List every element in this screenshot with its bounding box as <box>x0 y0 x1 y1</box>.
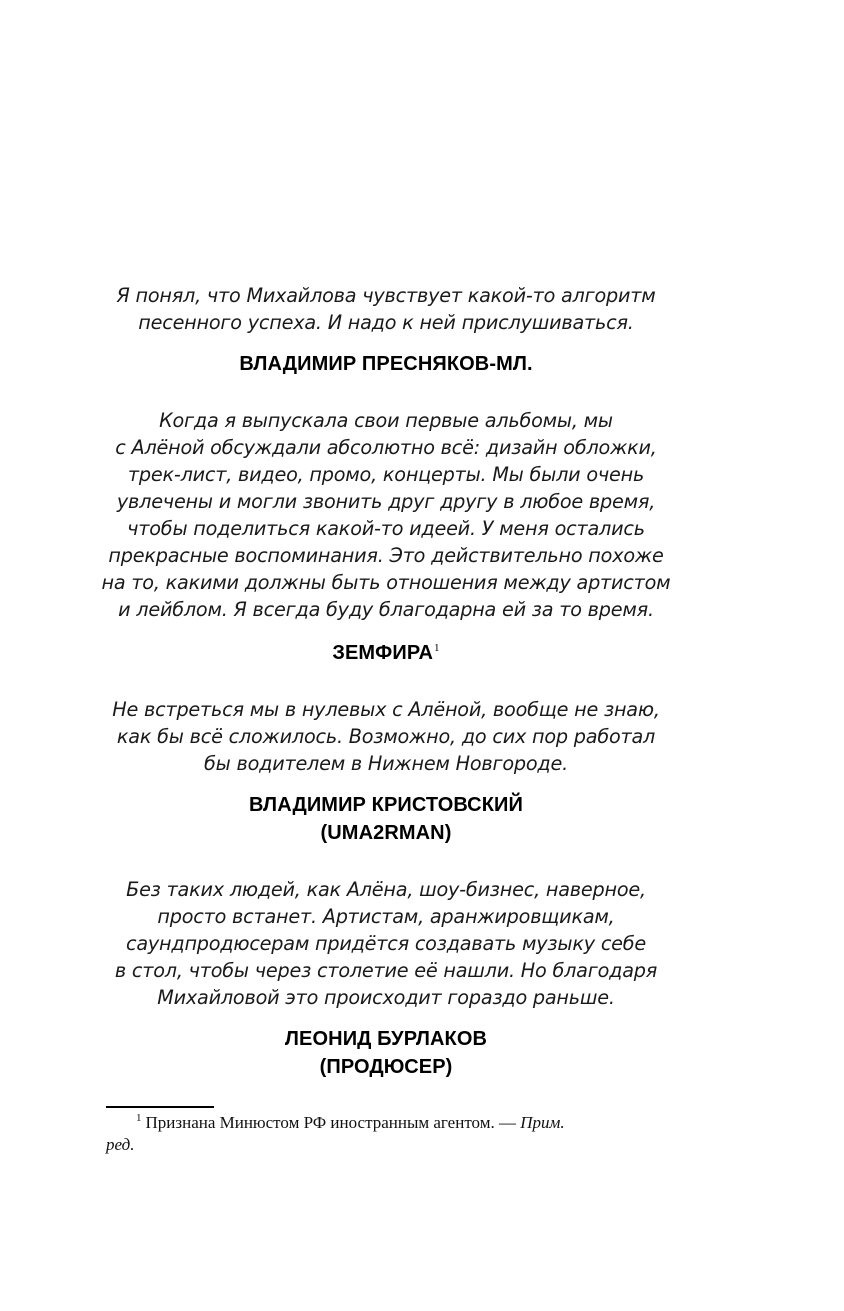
quote-4-author <box>100 1025 672 1081</box>
quote-2-author <box>100 639 672 667</box>
quote-line: с Алёной обсуждали абсолютно всё: дизайн обложки, <box>115 436 657 459</box>
author-name: ВЛАДИМИР ПРЕСНЯКОВ-МЛ. <box>239 353 533 375</box>
footnote <box>106 1112 672 1156</box>
quote-line: и лейблом. Я всегда буду благодарна ей за то время. <box>118 598 654 621</box>
footnote-line <box>106 1112 672 1134</box>
quote-line: Не встреться мы в нулевых с Алёной, вообще не знаю, <box>112 698 660 721</box>
quote-line: на то, какими должны быть отношения между артистом <box>101 571 671 594</box>
footnote-editor-note-end: ред. <box>106 1135 135 1154</box>
quote-line: просто встанет. Артистам, аранжировщикам, <box>157 905 615 928</box>
quote-line: Когда я выпускала свои первые альбомы, мы <box>159 409 613 432</box>
quote-3-author <box>100 791 672 847</box>
quote-2 <box>100 407 672 623</box>
quote-1-author <box>100 350 672 378</box>
quote-line: чтобы поделиться какой-то идеей. У меня остались <box>127 517 645 540</box>
author-affiliation: (ПРОДЮСЕР) <box>319 1056 453 1078</box>
footnote-reference[interactable]: 1 <box>434 642 440 655</box>
quote-3 <box>100 696 672 777</box>
quote-1 <box>100 282 672 336</box>
quote-line: саундпродюсерам придётся создавать музыку себе <box>125 932 647 955</box>
quote-line: Без таких людей, как Алёна, шоу-бизнес, наверное, <box>126 878 646 901</box>
author-name: ВЛАДИМИР КРИСТОВСКИЙ <box>249 794 523 816</box>
footnote-text: Признана Минюстом РФ иностранным агентом. — <box>145 1113 521 1132</box>
quote-4 <box>100 876 672 1011</box>
author-name: ЗЕМФИРА <box>332 642 434 664</box>
quote-line: как бы всё сложилось. Возможно, до сих пор работал <box>116 725 656 748</box>
footnote-editor-note: Прим. <box>520 1113 565 1132</box>
quote-line: в стол, чтобы через столетие её нашли. Но благодаря <box>114 959 658 982</box>
quote-line: песенного успеха. И надо к ней прислушиваться. <box>138 311 634 334</box>
footnote-marker: 1 <box>136 1112 142 1125</box>
quote-line: бы водителем в Нижнем Новгороде. <box>204 752 568 775</box>
quote-line: трек-лист, видео, промо, концерты. Мы были очень <box>127 463 645 486</box>
quote-line: Я понял, что Михайлова чувствует какой-то алгоритм <box>116 284 656 307</box>
quote-line: прекрасные воспоминания. Это действительно похоже <box>108 544 664 567</box>
author-affiliation: (UMA2RMAN) <box>320 822 452 844</box>
quote-line: Михайловой это происходит гораздо раньше. <box>157 986 615 1009</box>
author-name: ЛЕОНИД БУРЛАКОВ <box>284 1028 488 1050</box>
footnote-divider <box>106 1106 214 1108</box>
quote-line: увлечены и могли звонить друг другу в любое время, <box>116 490 656 513</box>
author-name-with-footnote <box>100 639 672 667</box>
